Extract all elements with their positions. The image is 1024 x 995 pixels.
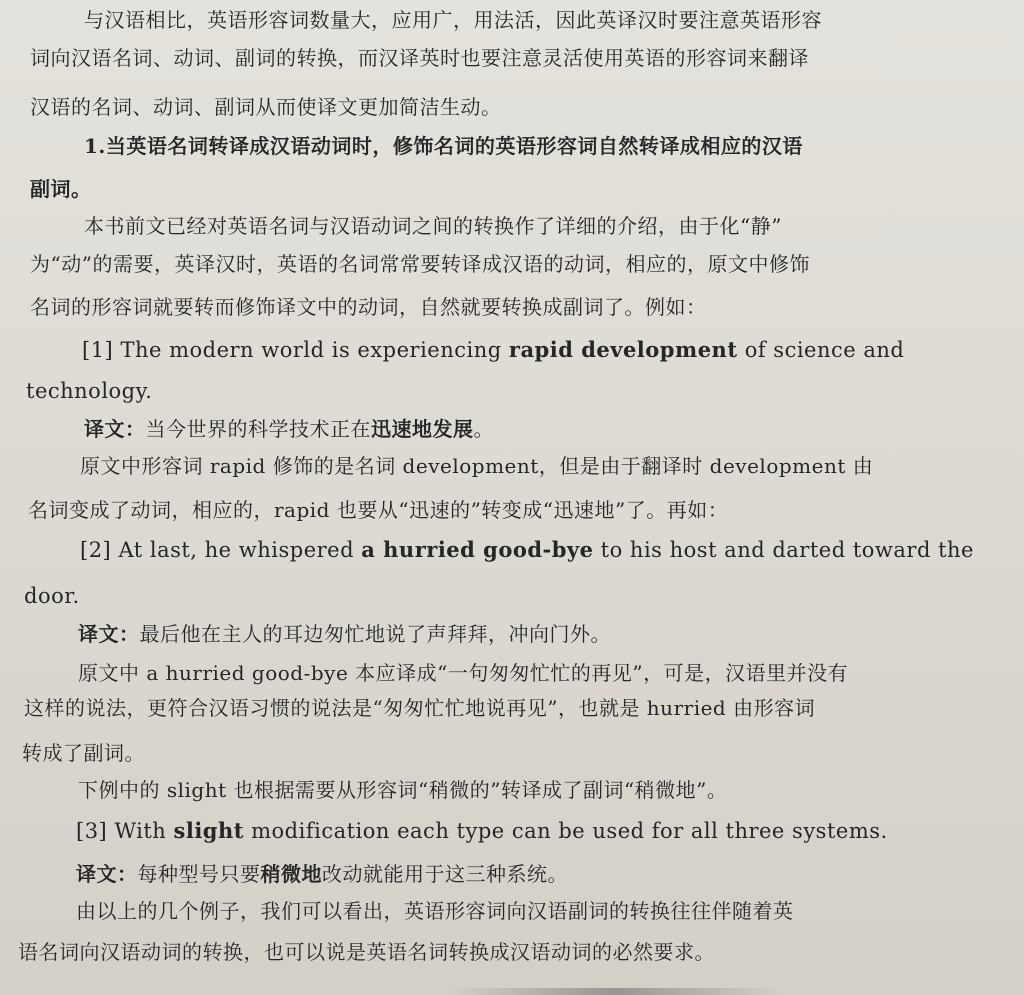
- example-1-continuation: technology.: [26, 379, 153, 403]
- translation-1-text-pre: 当今世界的科学技术正在: [145, 417, 371, 441]
- example-1-number: [1]: [82, 338, 114, 362]
- example-3-text-post: modification each type can be used for all three systems.: [243, 819, 888, 843]
- translation-2-label: 译文：: [78, 622, 140, 646]
- comment-2-line-4: 下例中的 slight 也根据需要从形容词“稍微的”转译成了副词“稍微地”。: [78, 778, 728, 802]
- example-2-continuation: door.: [24, 584, 80, 608]
- example-1-translation: [84, 416, 494, 442]
- example-1-text-post: of science and: [737, 338, 905, 362]
- example-2-translation: [78, 621, 611, 647]
- translation-1-bold: 迅速地发展: [371, 417, 474, 441]
- translation-3-text-post: 改动就能用于这三种系统。: [322, 862, 568, 886]
- comment-2-line-3: 转成了副词。: [22, 741, 145, 765]
- example-2-text-pre: At last, he whispered: [118, 538, 362, 562]
- translation-1-label: 译文：: [84, 417, 146, 441]
- section-heading-line-2: 副词。: [30, 177, 92, 201]
- conclusion-line-2: 语名词向汉语动词的转换，也可以说是英语名词转换成汉语动词的必然要求。: [18, 940, 715, 964]
- example-1-text-pre: The modern world is experiencing: [120, 338, 509, 362]
- translation-3-bold: 稍微地: [260, 862, 322, 886]
- para2-line-2: 为“动”的需要，英译汉时，英语的名词常常要转译成汉语的动词，相应的，原文中修饰: [30, 252, 810, 276]
- example-1-line: [82, 337, 904, 363]
- para2-line-1: 本书前文已经对英语名词与汉语动词之间的转换作了详细的介绍，由于化“静”: [84, 214, 782, 238]
- comment-2-line-2: 这样的说法，更符合汉语习惯的说法是“匆匆忙忙地说再见”，也就是 hurried 由形容词: [24, 696, 816, 720]
- example-2-text-post: to his host and darted toward the: [593, 538, 974, 562]
- example-3-text-pre: With: [114, 819, 174, 843]
- example-2-line: [80, 537, 974, 563]
- comment-1-line-1: 原文中形容词 rapid 修饰的是名词 development，但是由于翻译时 development 由: [80, 454, 874, 478]
- translation-2-text: 最后他在主人的耳边匆忙地说了声拜拜，冲向门外。: [139, 622, 611, 646]
- example-2-bold: a hurried good-bye: [361, 537, 594, 562]
- example-3-number: [3]: [76, 819, 108, 843]
- example-3-bold: slight: [173, 818, 244, 843]
- intro-line-1: 与汉语相比，英语形容词数量大，应用广，用法活，因此英译汉时要注意英语形容: [84, 8, 822, 32]
- section-heading-line-1: 1.当英语名词转译成汉语动词时，修饰名词的英语形容词自然转译成相应的汉语: [84, 134, 803, 158]
- example-3-translation: [76, 861, 568, 887]
- translation-3-label: 译文：: [76, 862, 138, 886]
- example-1-bold: rapid development: [508, 337, 738, 362]
- cut-off-next-heading: [450, 988, 780, 995]
- comment-1-line-2: 名词变成了动词，相应的，rapid 也要从“迅速的”转变成“迅速地”了。再如：: [28, 498, 729, 522]
- intro-line-2: 词向汉语名词、动词、副词的转换，而汉译英时也要注意灵活使用英语的形容词来翻译: [30, 46, 809, 70]
- example-2-number: [2]: [80, 538, 112, 562]
- intro-line-3: 汉语的名词、动词、副词从而使译文更加简洁生动。: [30, 95, 502, 119]
- comment-2-line-1: 原文中 a hurried good-bye 本应译成“一句匆匆忙忙的再见”，可是，汉语里并没有: [78, 661, 849, 685]
- conclusion-line-1: 由以上的几个例子，我们可以看出，英语形容词向汉语副词的转换往往伴随着英: [76, 899, 794, 923]
- translation-1-text-post: 。: [473, 417, 494, 441]
- translation-3-text-pre: 每种型号只要: [137, 862, 261, 886]
- example-3-line: [76, 818, 888, 844]
- para2-line-3: 名词的形容词就要转而修饰译文中的动词，自然就要转换成副词了。例如：: [30, 295, 707, 319]
